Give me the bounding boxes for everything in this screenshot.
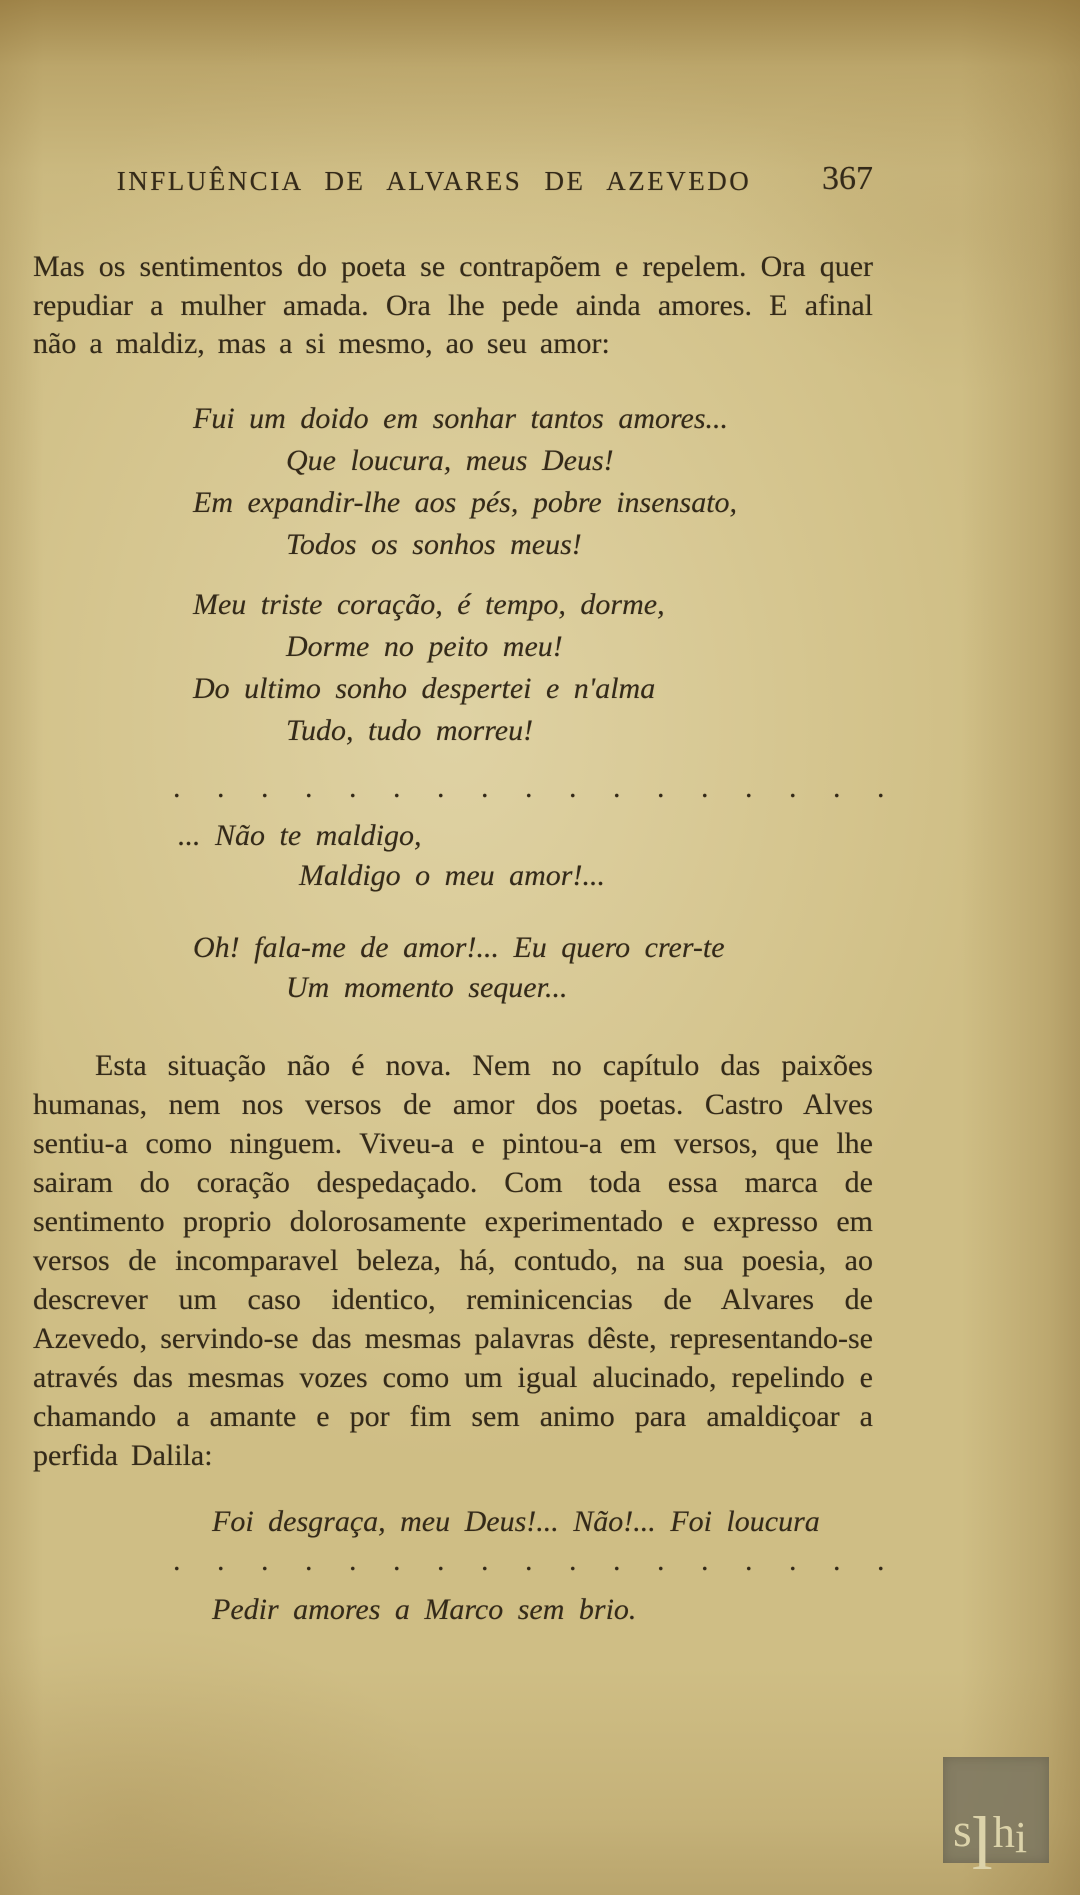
poem-line: ... Não te maldigo,	[178, 819, 422, 852]
poem-line: Do ultimo sonho despertei e n'alma	[193, 672, 656, 705]
watermark-letter: s	[953, 1804, 972, 1858]
watermark-letter: h	[992, 1808, 1015, 1858]
paragraph-commentary: Esta situação não é nova. Nem no capítulo das paixões humanas, nem nos versos de amor dos poetas. Castro Alves sentiu-a como ninguem. Viveu-a e pintou-a em versos, que lhe sairam do coração despedaçado. Com toda essa marca de sentimento proprio dolorosamente experimentado e expresso em versos de incomparavel beleza, há, contudo, na sua poesia, ao descrever um caso identico, reminicencias de Alvares de Azevedo, servindo-se das mesmas palavras dêste, representando-se através das mesmas vozes como um igual alucinado, repelindo e chamando a amante e por fim sem animo para amaldiçoar a perfida Dalila:	[33, 1049, 873, 1472]
paragraph-intro: Mas os sentimentos do poeta se contrapõem e repelem. Ora quer repudiar a mulher amada. Ora lhe pede ainda amores. E afinal não a maldiz, mas a si mesmo, ao seu amor:	[33, 250, 873, 360]
poem-stanza-4	[33, 928, 873, 1008]
running-title: INFLUÊNCIA DE ALVARES DE AZEVEDO	[116, 166, 752, 196]
poem-line: Dorme no peito meu!	[286, 630, 563, 663]
watermark-text	[953, 1802, 1028, 1887]
poem-line: Em expandir-lhe aos pés, pobre insensato,	[193, 486, 738, 519]
poem-line: Tudo, tudo morreu!	[286, 714, 534, 747]
poem-line: Pedir amores a Marco sem brio.	[212, 1593, 637, 1626]
ellipsis-separator: . . . . . . . . . . . . . . . . .	[173, 1544, 886, 1577]
poem-line: Foi desgraça, meu Deus!... Não!... Foi loucura	[212, 1505, 820, 1538]
poem-stanza-6	[33, 1590, 873, 1630]
slhi-watermark-logo	[943, 1757, 1049, 1887]
poem-line: Oh! fala-me de amor!... Eu quero crer-te	[193, 931, 725, 964]
poem-line: Maldigo o meu amor!...	[299, 859, 605, 892]
page-number: 367	[822, 160, 873, 197]
watermark-letter: l	[971, 1802, 993, 1887]
poem-line: Fui um doido em sonhar tantos amores...	[193, 402, 729, 435]
poem-line: Meu triste coração, é tempo, dorme,	[193, 588, 665, 621]
text-column	[33, 0, 886, 1895]
poem-stanza-2	[33, 584, 873, 752]
poem-line: Todos os sonhos meus!	[286, 528, 582, 561]
poem-stanza-3	[33, 816, 873, 896]
watermark-letter: i	[1014, 1813, 1028, 1863]
page-header	[33, 160, 873, 206]
poem-line: Que loucura, meus Deus!	[286, 444, 614, 477]
ellipsis-separator: . . . . . . . . . . . . . . . . .	[173, 771, 886, 804]
poem-stanza-5	[33, 1502, 873, 1542]
poem-line: Um momento sequer...	[286, 971, 568, 1004]
poem-stanza-1	[33, 398, 873, 566]
